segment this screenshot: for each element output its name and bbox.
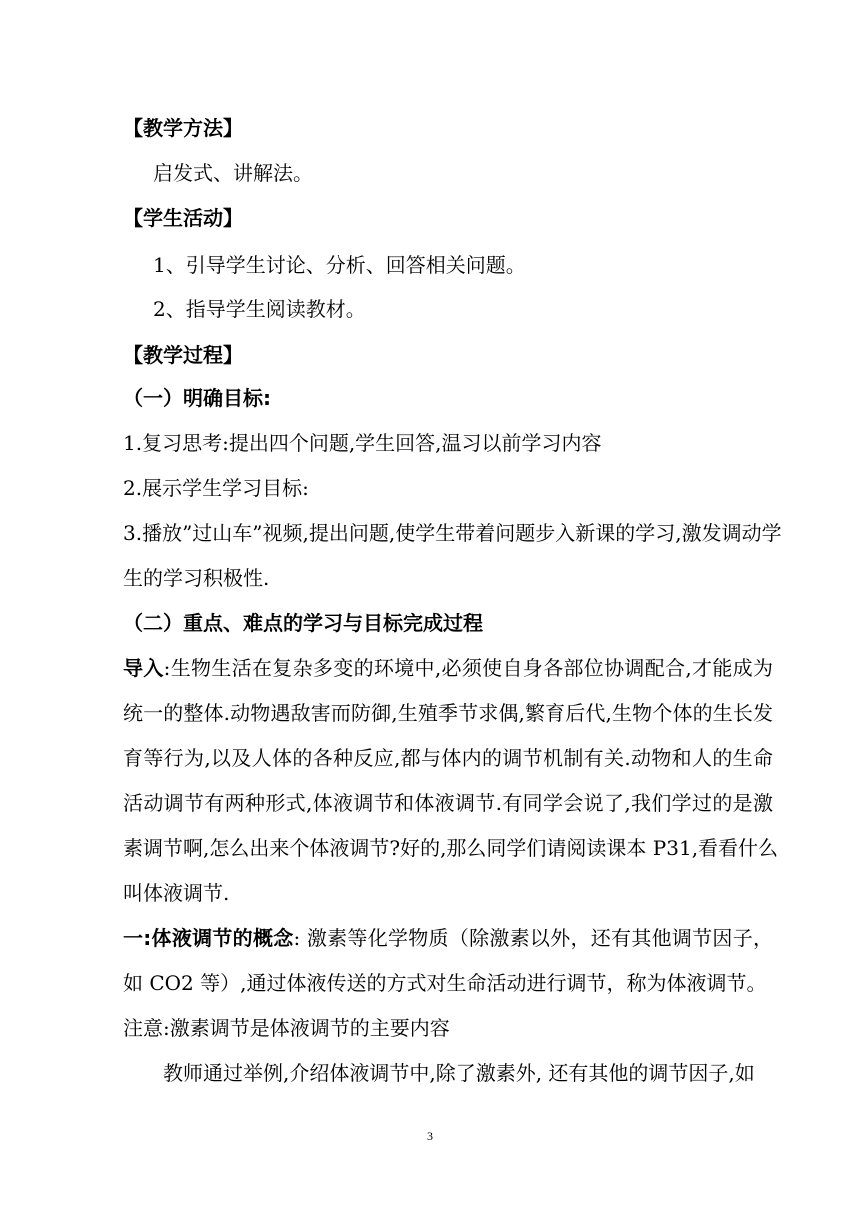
concept-label: 一:体液调节的概念	[123, 926, 294, 950]
intro-text: :生物生活在复杂多变的环境中,必须使自身各部位协调配合,才能成为	[163, 656, 774, 680]
goal-item-3-line-2: 生的学习积极性.	[123, 566, 270, 590]
student-activity-item-2: 2、指导学生阅读教材。	[153, 297, 366, 321]
heading-student-activity: 【学生活动】	[123, 206, 243, 230]
intro-line-5: 素调节啊,怎么出来个体液调节?好的,那么同学们请阅读课本 P31,看看什么	[123, 836, 779, 860]
intro-line-3: 育等行为,以及人体的各种反应,都与体内的调节机制有关.动物和人的生命	[123, 746, 773, 770]
intro-line-4: 活动调节有两种形式,体液调节和体液调节.有同学会说了,我们学过的是激	[123, 791, 773, 815]
subheading-key-points: （二）重点、难点的学习与目标完成过程	[123, 611, 483, 635]
goal-item-2: 2.展示学生学习目标:	[123, 476, 309, 500]
concept-line-2: 如 CO2 等）,通过体液传送的方式对生命活动进行调节，称为体液调节。	[123, 971, 767, 995]
teaching-method-text: 启发式、讲解法。	[153, 161, 313, 185]
goal-item-3-line-1: 3.播放”过山车”视频,提出问题,使学生带着问题步入新课的学习,激发调动学	[123, 521, 782, 545]
goal-item-1: 1.复习思考:提出四个问题,学生回答,温习以前学习内容	[123, 431, 602, 455]
intro-line-6: 叫体液调节.	[123, 881, 230, 905]
concept-text: : 激素等化学物质（除激素以外，还有其他调节因子，	[293, 926, 773, 950]
heading-teaching-process: 【教学过程】	[123, 343, 243, 367]
concept-line-1	[123, 924, 773, 952]
teacher-example-line: 教师通过举例,介绍体液调节中,除了激素外, 还有其他的调节因子,如	[163, 1061, 755, 1085]
intro-line-1	[123, 654, 773, 682]
intro-label: 导入	[123, 656, 164, 680]
intro-line-2: 统一的整体.动物遇敌害而防御,生殖季节求偶,繁育后代,生物个体的生长发	[123, 701, 773, 725]
page-number: 3	[427, 1129, 433, 1143]
concept-note: 注意:激素调节是体液调节的主要内容	[123, 1016, 450, 1040]
heading-teaching-method: 【教学方法】	[123, 116, 243, 140]
student-activity-item-1: 1、引导学生讨论、分析、回答相关问题。	[153, 253, 526, 277]
subheading-clear-goals: （一）明确目标:	[123, 386, 271, 410]
